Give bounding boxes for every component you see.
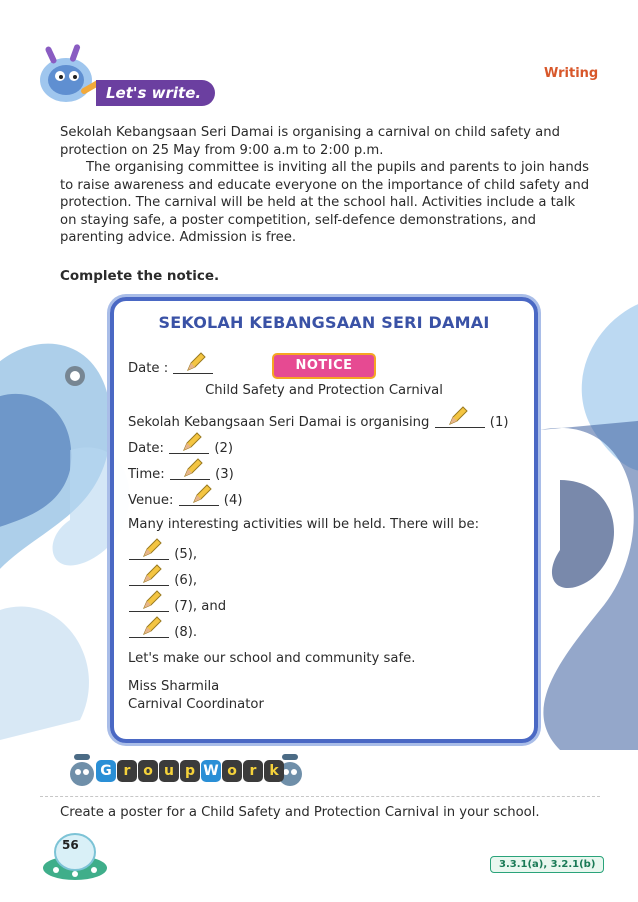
date-field-label: Date: (128, 441, 164, 456)
answer-blank-1[interactable] (435, 411, 485, 428)
date-blank[interactable] (173, 357, 213, 374)
divider (40, 796, 600, 797)
curriculum-reference: 3.3.1(a), 3.2.1(b) (490, 856, 604, 873)
date-label: Date : (128, 361, 169, 376)
groupwork-letter: W (201, 760, 221, 782)
page-number: 56 (62, 838, 79, 852)
notice-activity-6 (128, 569, 197, 588)
groupwork-letter: o (222, 760, 242, 782)
question-number-6: (6), (174, 573, 198, 588)
pencil-icon (141, 537, 163, 559)
notice-activity-8 (128, 621, 197, 640)
page-number-ufo-icon (40, 828, 110, 886)
question-number-8: (8). (174, 625, 198, 640)
pencil-icon (141, 563, 163, 585)
activities-intro: Many interesting activities will be held. There will be: (128, 517, 480, 532)
question-number-2: (2) (214, 441, 234, 456)
question-number-4: (4) (223, 493, 243, 508)
pencil-icon (141, 615, 163, 637)
answer-blank-2[interactable] (169, 437, 209, 454)
instruction: Complete the notice. (60, 268, 220, 284)
pencil-icon (182, 457, 204, 479)
groupwork-letter: o (138, 760, 158, 782)
pencil-icon (141, 589, 163, 611)
answer-blank-8[interactable] (129, 621, 169, 638)
answer-blank-3[interactable] (170, 463, 210, 480)
notice-date-line (128, 357, 214, 376)
notice-organising-line (128, 411, 508, 430)
groupwork-letter: r (243, 760, 263, 782)
answer-blank-4[interactable] (179, 489, 219, 506)
pencil-icon (185, 351, 207, 373)
section-label: Writing (544, 66, 599, 81)
intro-paragraph-1: Sekolah Kebangsaan Seri Damai is organising a carnival on child safety and protection on 25 May from 9:00 a.m to 2:00 p.m. (60, 125, 560, 158)
groupwork-letter: p (180, 760, 200, 782)
groupwork-letter: u (159, 760, 179, 782)
time-field-label: Time: (128, 467, 165, 482)
signatory-name: Miss Sharmila (128, 679, 220, 694)
answer-blank-6[interactable] (129, 569, 169, 586)
answer-blank-7[interactable] (129, 595, 169, 612)
question-number-1: (1) (489, 415, 509, 430)
notice-activity-7 (128, 595, 226, 614)
question-number-3: (3) (215, 467, 234, 482)
notice-badge: NOTICE (272, 353, 376, 379)
venue-field-label: Venue: (128, 493, 174, 508)
groupwork-letter: G (96, 760, 116, 782)
organising-text: Sekolah Kebangsaan Seri Damai is organising (128, 415, 430, 430)
groupwork-task: Create a poster for a Child Safety and Protection Carnival in your school. (60, 805, 540, 820)
question-number-5: (5), (174, 547, 198, 562)
notice-closing: Let's make our school and community safe. (128, 651, 416, 666)
notice-school-name: SEKOLAH KEBANGSAAN SERI DAMAI (158, 313, 490, 332)
groupwork-letter: k (264, 760, 284, 782)
notice-venue-field (128, 489, 242, 508)
pencil-icon (447, 405, 469, 427)
carnival-title: Child Safety and Protection Carnival (205, 383, 443, 398)
notice-box (110, 297, 538, 743)
intro-text (60, 124, 590, 247)
notice-time-field (128, 463, 234, 482)
signatory-title: Carnival Coordinator (128, 697, 264, 712)
notice-date-field (128, 437, 233, 456)
groupwork-letter: r (117, 760, 137, 782)
answer-blank-5[interactable] (129, 543, 169, 560)
groupwork-title (96, 760, 285, 782)
question-number-7: (7), and (174, 599, 227, 614)
pencil-icon (191, 483, 213, 505)
intro-paragraph-2: The organising committee is inviting all the pupils and parents to join hands to raise awareness and educate everyone on the importance of child safety and protection. The carnival will be held at the school hall. Activities include a talk on staying safe, a poster competition, self-defence demonstrations, and parenting advice. Admission is free. (60, 160, 590, 245)
pencil-icon (181, 431, 203, 453)
notice-activity-5 (128, 543, 197, 562)
activity-label: Let's write. (96, 80, 215, 106)
